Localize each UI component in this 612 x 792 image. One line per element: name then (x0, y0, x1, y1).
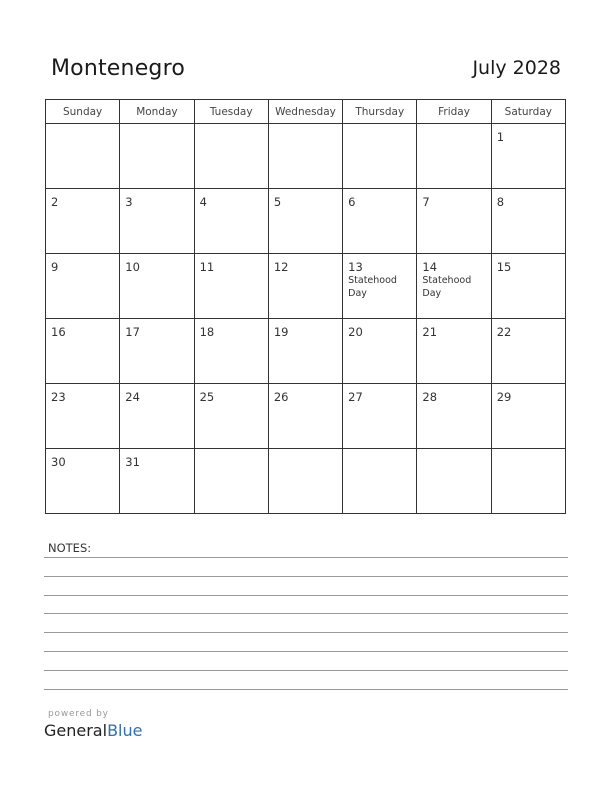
calendar-day-cell (194, 189, 268, 254)
weekday-header: Tuesday (194, 100, 268, 124)
calendar-day-cell (491, 449, 565, 514)
calendar-week-row (46, 384, 566, 449)
calendar-week-row (46, 449, 566, 514)
weekday-header: Monday (120, 100, 194, 124)
day-number: 16 (51, 325, 66, 339)
calendar-day-cell (120, 384, 194, 449)
notes-label: NOTES: (48, 541, 92, 555)
weekday-header: Thursday (343, 100, 417, 124)
day-number: 6 (348, 195, 356, 209)
day-number: 3 (125, 195, 133, 209)
day-number: 19 (273, 325, 289, 339)
day-number: 25 (199, 390, 215, 404)
calendar-day-cell (417, 449, 491, 514)
calendar-week-row (46, 319, 566, 384)
notes-rule-line (44, 632, 568, 633)
calendar-day-cell (120, 124, 194, 189)
calendar-day-cell (343, 254, 417, 319)
calendar-day-cell (120, 449, 194, 514)
calendar-day-cell (120, 189, 194, 254)
calendar-week-row (46, 254, 566, 319)
calendar-day-cell (417, 384, 491, 449)
day-number: 31 (125, 455, 140, 469)
weekday-header: Friday (417, 100, 491, 124)
day-number: 22 (496, 325, 512, 339)
day-number: 23 (51, 390, 66, 404)
day-number: 18 (199, 325, 215, 339)
notes-rule-line (44, 651, 568, 652)
calendar-month-title: July 2028 (472, 57, 561, 79)
weekday-header: Wednesday (268, 100, 342, 124)
day-number: 8 (496, 195, 505, 209)
weekday-header: Saturday (491, 100, 565, 124)
notes-rule-line (44, 613, 568, 614)
calendar-day-cell (343, 124, 417, 189)
calendar-day-cell (343, 319, 417, 384)
day-number: 15 (496, 260, 512, 274)
calendar-day-cell (194, 449, 268, 514)
calendar-day-cell (46, 124, 120, 189)
day-number: 12 (273, 260, 289, 274)
calendar-day-cell (491, 189, 565, 254)
calendar-day-cell (343, 449, 417, 514)
powered-by-text: powered by (48, 709, 109, 719)
weekday-header-row (46, 100, 566, 124)
weekday-header: Sunday (46, 100, 120, 124)
day-number: 24 (125, 390, 140, 404)
calendar-day-cell (46, 254, 120, 319)
calendar-day-cell (491, 384, 565, 449)
calendar-day-cell (268, 319, 342, 384)
calendar-day-cell (268, 124, 342, 189)
calendar-day-cell (194, 254, 268, 319)
notes-rule-line (44, 689, 568, 690)
day-number: 5 (273, 195, 282, 209)
day-number: 14 (422, 260, 438, 274)
day-number: 30 (51, 455, 66, 469)
day-number: 13 (348, 260, 363, 274)
day-number: 11 (199, 260, 215, 274)
calendar-day-cell (268, 189, 342, 254)
calendar-day-cell (491, 124, 565, 189)
calendar-day-cell (46, 189, 120, 254)
calendar-day-cell (120, 254, 194, 319)
calendar-day-cell (194, 384, 268, 449)
day-number: 27 (348, 390, 363, 404)
day-number: 17 (125, 325, 140, 339)
calendar-day-cell (491, 319, 565, 384)
day-number: 26 (273, 390, 289, 404)
calendar-body (46, 124, 566, 514)
day-number: 4 (199, 195, 207, 209)
calendar-day-cell (46, 384, 120, 449)
notes-rule-line (44, 670, 568, 671)
calendar-day-cell (46, 449, 120, 514)
calendar-day-cell (268, 254, 342, 319)
notes-rule-line (44, 557, 568, 558)
holiday-label: Statehood Day (422, 275, 472, 299)
day-number: 9 (51, 260, 59, 274)
brand-name-blue: Blue (107, 721, 143, 740)
notes-rule-line (44, 595, 568, 596)
day-number: 28 (422, 390, 438, 404)
calendar-day-cell (194, 319, 268, 384)
brand-name-general: General (44, 721, 108, 740)
calendar-day-cell (343, 384, 417, 449)
calendar-day-cell (417, 254, 491, 319)
calendar-country-title: Montenegro (51, 56, 186, 81)
day-number: 10 (125, 260, 140, 274)
brand-logo (44, 721, 142, 740)
day-number: 1 (496, 130, 505, 144)
notes-rule-line (44, 576, 568, 577)
day-number: 2 (51, 195, 59, 209)
day-number: 20 (348, 325, 363, 339)
calendar-day-cell (120, 319, 194, 384)
calendar-day-cell (417, 189, 491, 254)
day-number: 21 (422, 325, 438, 339)
calendar-day-cell (46, 319, 120, 384)
day-number: 29 (496, 390, 512, 404)
calendar-day-cell (417, 124, 491, 189)
calendar-grid (45, 99, 566, 514)
calendar-day-cell (194, 124, 268, 189)
calendar-day-cell (268, 449, 342, 514)
day-number: 7 (422, 195, 430, 209)
calendar-week-row (46, 124, 566, 189)
calendar-day-cell (343, 189, 417, 254)
holiday-label: Statehood Day (348, 275, 397, 299)
calendar-week-row (46, 189, 566, 254)
calendar-day-cell (268, 384, 342, 449)
calendar-day-cell (491, 254, 565, 319)
calendar-day-cell (417, 319, 491, 384)
